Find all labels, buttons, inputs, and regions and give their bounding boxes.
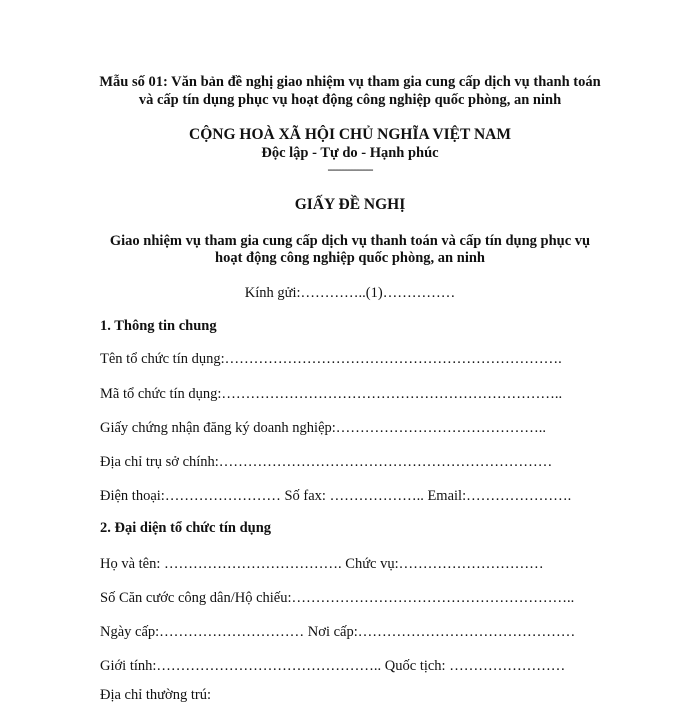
document-subtitle-line-1: Giao nhiệm vụ tham gia cung cấp dịch vụ thanh toán và cấp tín dụng phục vụ [109,233,591,249]
field-representative-name-position: Họ và tên: ………………………………. Chức vụ:………………………… [100,556,544,572]
field-credit-institution-code: Mã tổ chức tín dụng:…………………………………………………………….. [100,386,563,402]
form-number-line-2: và cấp tín dụng phục vụ hoạt động công nghiệp quốc phòng, an ninh [138,92,562,108]
field-contact-phone-fax-email: Điện thoại:…………………… Số fax: ……………….. Email:…………………. [100,488,572,504]
section-1-heading: 1. Thông tin chung [100,318,217,334]
document-title: GIẤY ĐỀ NGHỊ [294,196,406,213]
field-gender-nationality: Giới tính:……………………………………….. Quốc tịch: …………………… [100,658,566,674]
addressee-line: Kính gửi:…………..(1)…………… [244,285,456,301]
field-permanent-address: Địa chỉ thường trú: [100,687,211,703]
motto-divider: --------------- [327,162,373,176]
field-id-passport: Số Căn cước công dân/Hộ chiếu:………………………………………………….. [100,590,575,606]
national-motto: Độc lập - Tự do - Hạnh phúc [261,145,439,161]
section-2-heading: 2. Đại diện tổ chức tín dụng [100,520,272,536]
document-subtitle-line-2: hoạt động công nghiệp quốc phòng, an ninh [215,250,485,266]
form-number-line-1: Mẫu số 01: Văn bản đề nghị giao nhiệm vụ tham gia cung cấp dịch vụ thanh toán [99,74,601,90]
field-issue-date-place: Ngày cấp:………………………… Nơi cấp:……………………………………… [100,624,576,640]
field-business-registration: Giấy chứng nhận đăng ký doanh nghiệp:…………………………………….. [100,420,547,436]
field-credit-institution-name: Tên tổ chức tín dụng:……………………………………………………………. [100,351,562,367]
field-head-office-address: Địa chỉ trụ sở chính:…………………………………………………………… [100,454,553,470]
national-title: CỘNG HOÀ XÃ HỘI CHỦ NGHĨA VIỆT NAM [189,126,511,143]
